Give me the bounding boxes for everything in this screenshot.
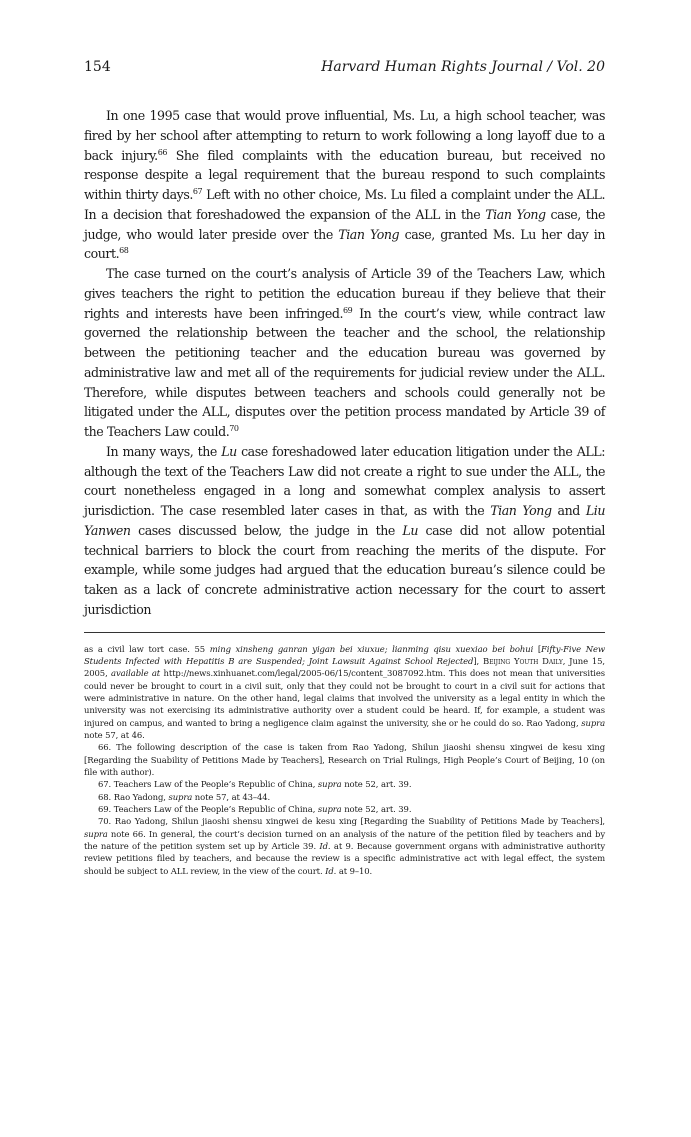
footnote-68: 68. Rao Yadong, supra note 57, at 43–44. xyxy=(98,791,271,802)
paragraph-3: In many ways, the Lu case foreshadowed later education litigation under the ALL: although the text of the Teachers Law did not create a right to sue under the ALL, the court nonetheless engaged in a long and somewhat complex analysis to assert jurisdiction. The case resembled later cases in that, as with the Tian Yong and Liu Yanwen cases discussed below, the judge in the Lu case did not allow potential technical barriers to block the court from reaching the merits of the dispute. For example, while some judges had argued that the education bureau’s silence could be taken as a lack of concrete administrative action necessary for the court to assert jurisdiction xyxy=(84,443,605,617)
case-name: Tian Yong xyxy=(485,206,546,222)
case-name: Tian Yong xyxy=(338,226,400,242)
footnote-ref-70: 70 xyxy=(229,423,239,433)
page-number: 154 xyxy=(84,59,111,75)
body-text xyxy=(84,106,605,620)
footnote-70: 70. Rao Yadong, Shilun jiaoshi shensu xingwei de kesu xing [Regarding the Suability of Petitions Made by Teachers], supra note 66. In general, the court’s decision turned on an analysis of the nature of the petition filed by teachers and by the nature of the petition system set up by Article 39. Id. at 9. Because government organs with administrative authority review petitions filed by teachers, and because the review is a specific administrative act with legal effect, the system should be subject to ALL review, in the view of the court. Id. at 9–10. xyxy=(84,816,605,876)
footnote-divider xyxy=(84,632,605,633)
paragraph-1: In one 1995 case that would prove influential, Ms. Lu, a high school teacher, was fired by her school after attempting to return to work following a long layoff due to a back injury.$^{66}$ She filed complaints with the education bureau, but received no response despite a legal requirement that the bureau respond to such complaints within thirty days.$^{67}$ Left with no other choice, Ms. Lu filed a complaint under the ALL. In a decision that foreshadowed the expansion of the ALL in the Tian Yong case, the judge, who would later preside over the Tian Yong case, granted Ms. Lu her day in court.$^{68}$ xyxy=(84,108,605,262)
paragraph-2: The case turned on the court’s analysis of Article 39 of the Teachers Law, which gives teachers the right to petition the education bureau if they believe that their rights and interests have been infringed.$^{69}$ In the court’s view, while contract law governed the relationship between the teacher and the school, the relationship between the petitioning teacher and the education bureau was governed by administrative law and met all of the requirements for judicial review under the ALL. Therefore, while disputes between teachers and schools could generally not be litigated under the ALL, disputes over the petition process mandated by Article 39 of the Teachers Law could.$^{70}$ xyxy=(84,266,605,439)
page xyxy=(84,58,605,877)
footnote-ref-68: 68 xyxy=(119,246,129,256)
footnote-ref-66: 66 xyxy=(157,147,167,157)
case-name: Lu xyxy=(221,443,237,459)
footnote-67: 67. Teachers Law of the People’s Republic of China, supra note 52, art. 39. xyxy=(98,779,412,790)
case-name: Liu Yanwen xyxy=(84,503,605,538)
journal-title: Harvard Human Rights Journal / Vol. 20 xyxy=(321,59,605,75)
footnote-ref-67: 67 xyxy=(192,186,203,196)
case-name: Tian Yong xyxy=(490,503,552,518)
footnotes xyxy=(84,643,605,878)
case-name: Lu xyxy=(402,522,418,538)
footnote-66: 66. The following description of the case is taken from Rao Yadong, Shilun jiaoshi shensu xingwei de kesu xing [Regarding the Suability of Petitions Made by Teachers], Research on Trial Rulings, High People’s Court of Beijing, 10 (on file with author). xyxy=(84,742,605,777)
footnote-69: 69. Teachers Law of the People’s Republic of China, supra note 52, art. 39. xyxy=(98,803,412,814)
running-header xyxy=(84,58,605,76)
footnote-continued: as a civil law tort case. 55 ming xinsheng ganran yigan bei xiuxue; lianming qisu xuexiao bei bohui [Fifty-Five New Students Infected with Hepatitis B are Suspended; Joint Lawsuit Against School Rejected], Beijing Youth Daily, June 15, 2005, available at http://news.xinhuanet.com/legal/2005-06/15/content_3087092.htm. This does not mean that universities could never be brought to court in a civil suit, only that they could not be brought to court in a civil suit for actions that were administrative in nature. On the other hand, legal claims that involved the university as a legal entity in which the university was not exercising its administrative authority over a student could be heard. If, for example, a student was injured on campus, and wanted to bring a negligence claim against the university, she or he could do so. Rao Yadong, supra note 57, at 46. xyxy=(84,643,606,740)
footnote-ref-69: 69 xyxy=(343,305,353,315)
